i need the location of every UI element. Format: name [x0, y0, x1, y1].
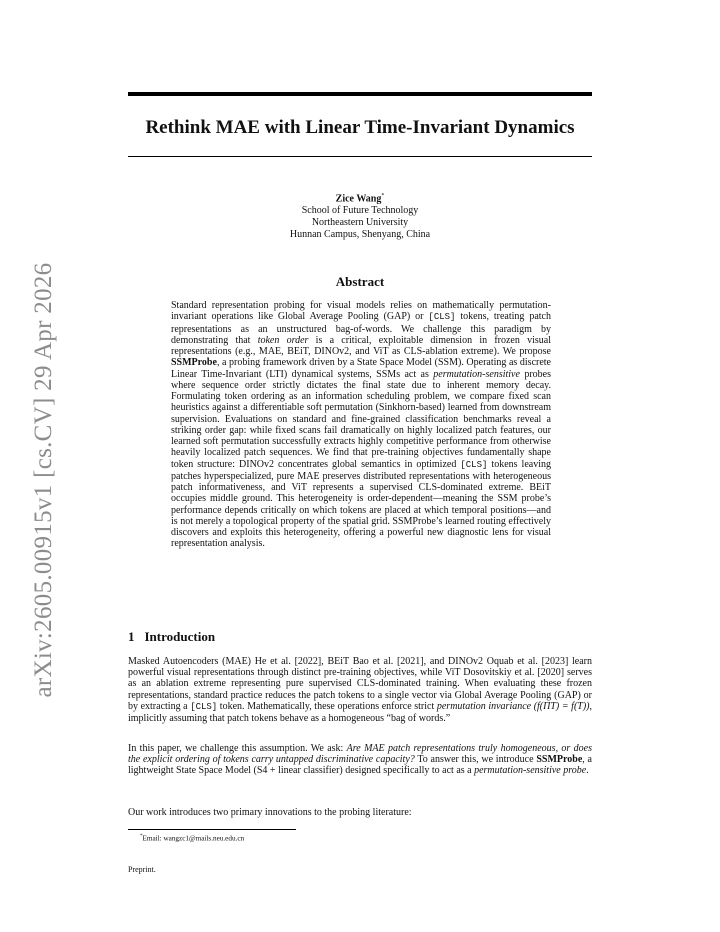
- author-name: Zice Wang*: [335, 193, 385, 205]
- affiliation-line: Hunnan Campus, Shenyang, China: [289, 229, 431, 241]
- intro-paragraph-3: Our work introduces two primary innovations to the probing literature:: [128, 807, 412, 818]
- author-footnote-mark: *: [381, 193, 385, 199]
- footnote-rule: [128, 829, 296, 830]
- author-block: [128, 190, 592, 241]
- footnote: *Email: wangzc1@mails.neu.edu.cn: [140, 834, 245, 843]
- affiliation-line: School of Future Technology: [301, 205, 419, 217]
- arxiv-identifier: arXiv:2605.00915v1 [cs.CV] 29 Apr 2026: [30, 262, 57, 698]
- intro-paragraph-2: In this paper, we challenge this assumption. We ask: Are MAE patch representations truly homogeneous, or does the explicit ordering of tokens carry untapped discriminative capacity? To answer this, we introduce SSMProbe, a lightweight State Space Model (S4 + linear classifier) designed specifically to act as a permutation-sensitive probe.: [128, 743, 592, 777]
- title-bottom-rule: [128, 156, 592, 157]
- preprint-label: Preprint.: [128, 865, 156, 874]
- title-top-rule: [128, 92, 592, 96]
- abstract-text: Standard representation probing for visual models relies on mathematically permutation-invariant operations like Global Average Pooling (GAP) or [CLS] tokens, treating patch representations as an unstructured bag-of-words. We challenge this paradigm by demonstrating that token order is a critical, exploitable dimension in frozen visual representations (e.g., MAE, BEiT, DINOv2, and ViT as CLS-ablation extreme). We propose SSMProbe, a probing framework driven by a State Space Model (SSM). Operating as discrete Linear Time-Invariant (LTI) dynamical systems, SSMs act as permutation-sensitive probes where sequence order strictly dictates the final state due to inherent memory decay. Formulating token ordering as an information scheduling problem, we compare fixed scan heuristics against a differentiable soft permutation (Sinkhorn-based) learned from downstream supervision. Evaluations on standard and fine-grained classification benchmarks reveal a striking order gap: while fixed scans fail dramatically on highly localized patch features, our learned soft permutation successfully extracts highly competitive performance from otherwise heavily localized patch sequences. We find that pre-training objectives fundamentally shape token structure: DINOv2 concentrates global semantics in optimized [CLS] tokens leaving patches hyperspecialized, pure MAE preserves distributed representations with heterogeneous patch informativeness, and ViT represents a supervised CLS-dominated extreme. BEiT occupies middle ground. This heterogeneity is order-dependent—meaning the SSM probe’s performance depends critically on which tokens are placed at which temporal positions—and is not merely a topological property of the spatial grid. SSMProbe’s learned routing effectively discovers and exploits this heterogeneity, offering a powerful new diagnostic lens for visual representation analysis.: [171, 300, 551, 550]
- section-heading: 1 Introduction: [128, 629, 216, 644]
- abstract-heading: Abstract: [335, 274, 385, 289]
- paper-title: Rethink MAE with Linear Time-Invariant Dynamics: [145, 117, 575, 138]
- affiliation-line: Northeastern University: [311, 217, 409, 229]
- intro-paragraph-1: Masked Autoencoders (MAE) He et al. [2022], BEiT Bao et al. [2021], and DINOv2 Oquab et al. [2023] learn powerful visual representations through distinct pre-training objectives, while ViT Dosovitskiy et al. [2020] serves as an ablation extreme representing pure supervised CLS-dominated training. When evaluating these frozen representations, standard practice reduces the patch tokens to a single vector via Global Average Pooling (GAP) or by extracting a [CLS] token. Mathematically, these operations enforce strict permutation invariance (f(ΠT) = f(T)), implicitly assuming that patch tokens behave as a homogeneous “bag of words.”: [128, 656, 593, 725]
